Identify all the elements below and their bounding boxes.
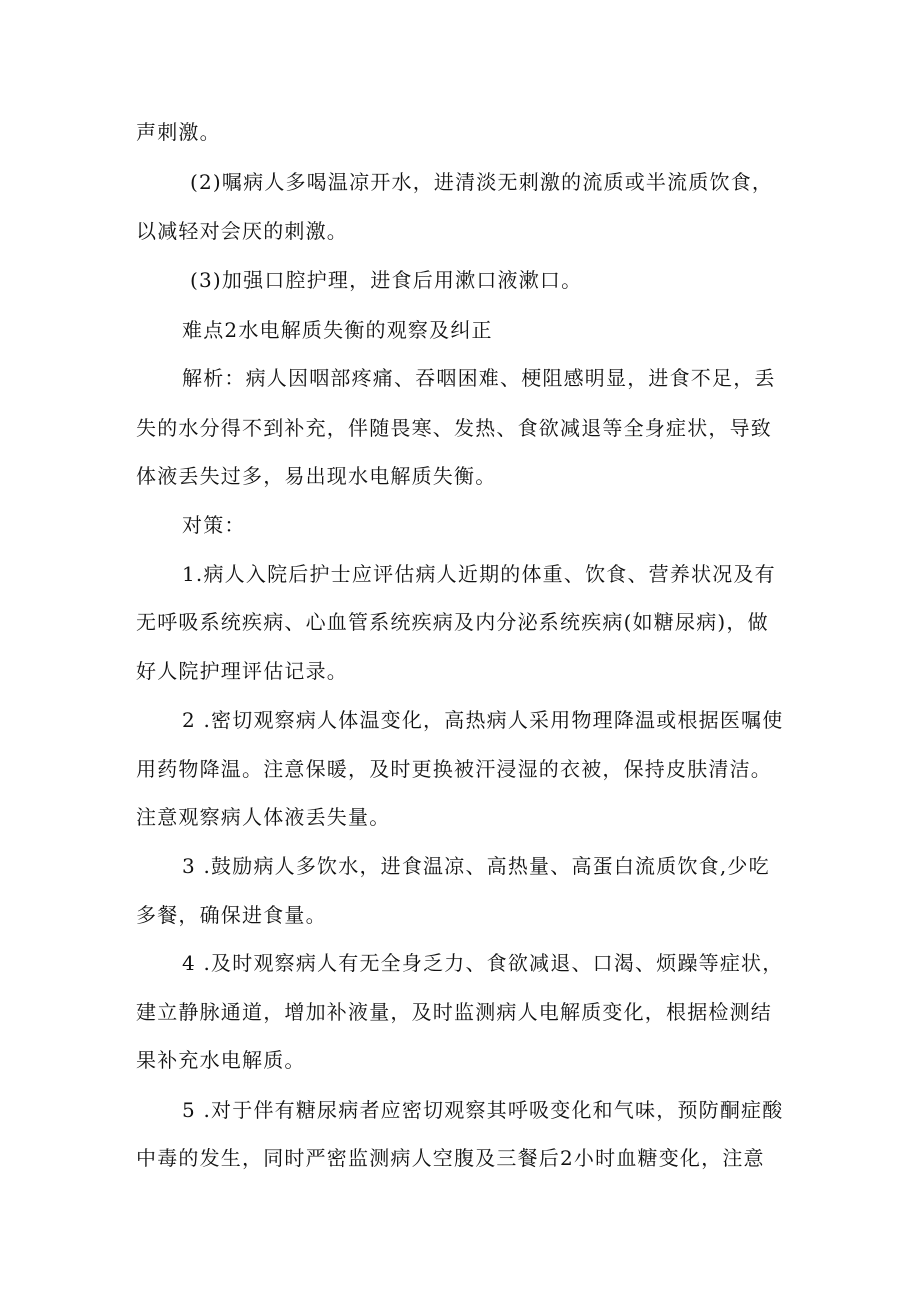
- text-line: 1.病人入院后护士应评估病人近期的体重、饮食、营养状况及有: [182, 562, 776, 586]
- text-line: (2)嘱病人多喝温凉开水，进清淡无刺激的流质或半流质饮食，: [190, 170, 774, 194]
- text-line: (3)加强口腔护理，进食后用漱口液漱口。: [190, 268, 583, 292]
- text-line: 以减轻对会厌的刺激。: [136, 219, 348, 243]
- text-line: 3 .鼓励病人多饮水，进食温凉、高热量、高蛋白流质饮食,少吃: [182, 854, 770, 878]
- text-line: 好人院护理评估记录。: [136, 659, 348, 683]
- text-line: 5 .对于伴有糖尿病者应密切观察其呼吸变化和气味，预防酮症酸: [182, 1098, 784, 1122]
- text-line: 声刺激。: [136, 120, 221, 144]
- section-heading: 难点2水电解质失衡的观察及纠正: [182, 318, 493, 342]
- text-line: 建立静脉通道，增加补液量，及时监测病人电解质变化，根据检测结: [136, 1000, 772, 1024]
- text-line: 解析：病人因咽部疼痛、吞咽困难、梗阻感明显，进食不足，丢: [182, 366, 776, 390]
- text-line: 4 .及时观察病人有无全身乏力、食欲减退、口渴、烦躁等症状，: [182, 951, 784, 975]
- text-line: 注意观察病人体液丢失量。: [136, 805, 391, 829]
- text-line: 失的水分得不到补充，伴随畏寒、发热、食欲减退等全身症状，导致: [136, 416, 772, 440]
- text-line: 对策：: [182, 513, 246, 537]
- text-line: 2 .密切观察病人体温变化，高热病人采用物理降温或根据医嘱使: [182, 708, 784, 732]
- text-line: 果补充水电解质。: [136, 1048, 306, 1072]
- text-line: 无呼吸系统疾病、心血管系统疾病及内分泌系统疾病(如糖尿病)，做: [136, 610, 769, 634]
- text-line: 多餐，确保进食量。: [136, 903, 327, 927]
- text-line: 中毒的发生，同时严密监测病人空腹及三餐后2小时血糖变化，注意: [136, 1146, 765, 1170]
- text-line: 用药物降温。注意保暖，及时更换被汗浸湿的衣被，保持皮肤清洁。: [136, 757, 772, 781]
- text-line: 体液丢失过多，易出现水电解质失衡。: [136, 464, 497, 488]
